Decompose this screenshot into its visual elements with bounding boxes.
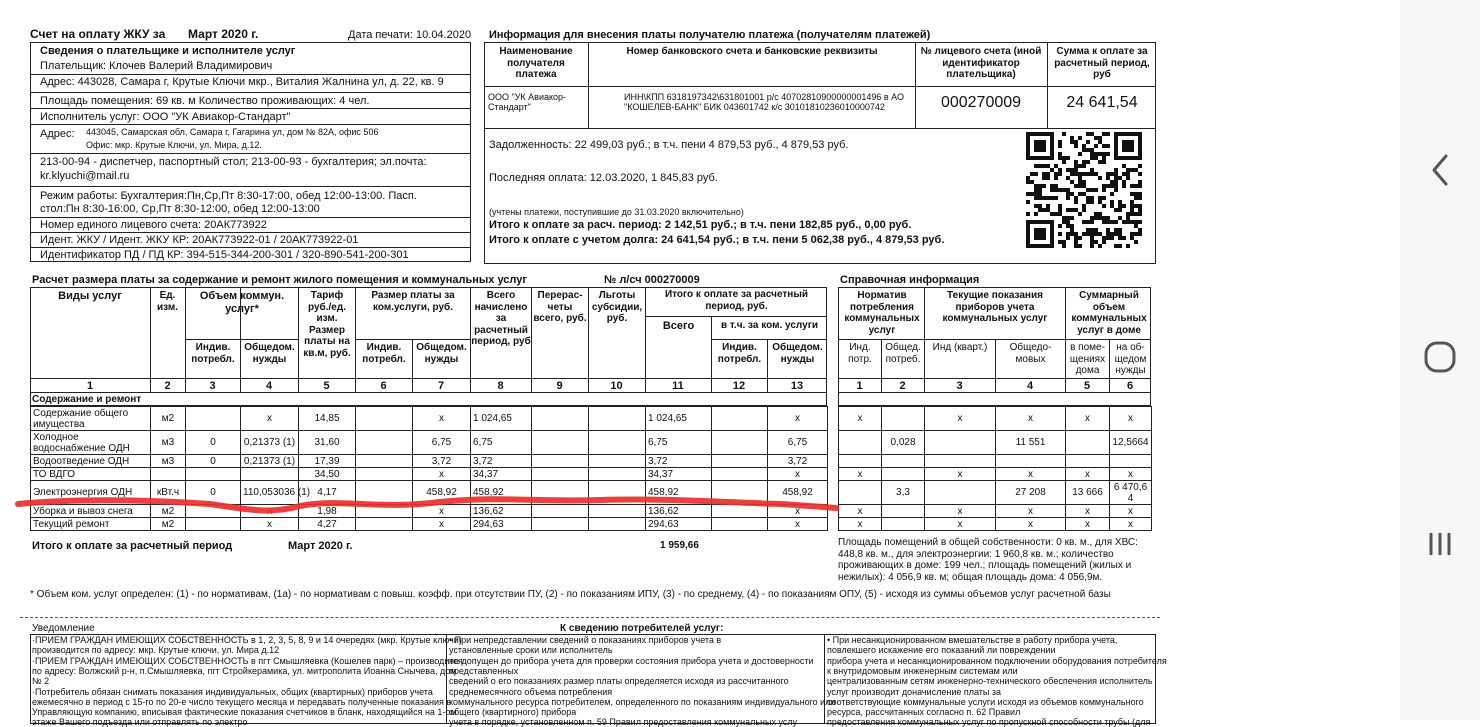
- table-cell: [1110, 455, 1152, 468]
- notice-left-9: этаже Вашего подъезда или отправлять по электро: [32, 717, 248, 727]
- notice-left-4: по адресу: Волжский р-н, п.Смышляевка, пгт Стройкерамика, ул. митрополита Иоанна Снычева, дом: [32, 666, 457, 676]
- notice-mid-7: коммунального ресурса потребителем, определенного по показаниям индивидуального или: [449, 697, 836, 707]
- table-cell: 31,60: [299, 431, 356, 455]
- table-cell: [839, 431, 882, 455]
- table-cell: [712, 407, 768, 431]
- payer-name: Плательщик: Клочев Валерий Владимирович: [40, 60, 273, 72]
- h-tariff: Тариф руб./ед. изм. Размер платы на кв.м, руб.: [303, 290, 351, 359]
- executor-address-1: 443045, Самарская обл, Самара г, Гагарина ул, дом № 82А, офис 506: [86, 127, 379, 137]
- table-cell: 6,75: [646, 431, 712, 455]
- table-cell: 17,39: [299, 455, 356, 468]
- recipient-sum: 24 641,54: [1066, 94, 1138, 111]
- executor-name: Исполнитель услуг: ООО "УК Авиакор-Стандарт": [40, 111, 291, 123]
- h-unit: Ед. изм.: [156, 290, 179, 313]
- calc-col-num-4: 4: [265, 380, 273, 392]
- single-account-number: Номер единого лицевого счета: 20АК773922: [40, 219, 267, 231]
- table-cell: Уборка и вывоз снега: [31, 505, 151, 518]
- table-cell: x: [839, 468, 882, 481]
- table-cell: 0,028: [882, 431, 925, 455]
- h-total: Всего: [662, 320, 695, 332]
- notice-center-title: К сведению потребителей услуг:: [560, 623, 724, 634]
- table-cell: 6,75: [413, 431, 471, 455]
- table-cell: 13 666: [1066, 481, 1110, 505]
- ref-col-num-2: 2: [899, 380, 906, 392]
- recipient-bank: ИНН\КПП 6318197342\631801001 р/с 40702810900000001496 в АО "КОШЕЛЕВ-БАНК" БИК 043601742 к/с 30101810236010000742: [624, 92, 904, 113]
- table-cell: [241, 468, 299, 481]
- red-underline-annotation: [0, 480, 850, 520]
- calc-section-title: Расчет размера платы за содержание и ремонт жилого помещения и коммунальных услуг: [32, 274, 527, 286]
- table-cell: [996, 455, 1066, 468]
- table-cell: x: [996, 468, 1066, 481]
- ref-h-common-house: Общедо- мовых: [1009, 342, 1052, 365]
- table-cell: 6 470,6 4: [1110, 481, 1152, 505]
- back-button[interactable]: [1418, 148, 1462, 192]
- table-cell: м2: [151, 505, 186, 518]
- notice-left-7: ежемесячно в период с 15-го по 20-е число текущего месяца и передавать полученные показания в: [32, 697, 452, 707]
- table-cell: x: [1066, 518, 1110, 531]
- h-volume-indiv: Индив. потребл.: [191, 342, 235, 365]
- table-cell: [882, 455, 925, 468]
- payer-section-title: Сведения о плательщике и исполнителе услуг: [40, 45, 296, 57]
- calc-col-num-2: 2: [164, 380, 171, 392]
- table-cell: [151, 468, 186, 481]
- table-cell: [1066, 455, 1110, 468]
- table-cell: ТО ВДГО: [31, 468, 151, 481]
- calc-col-num-5: 5: [323, 380, 330, 392]
- table-cell: 3,72: [768, 455, 828, 468]
- h-total-pay: Итого к оплате за расчетный период, руб.: [664, 289, 809, 312]
- h-recalc: Перерас- четы всего, руб.: [533, 290, 587, 324]
- table-row: [839, 468, 1152, 481]
- table-cell: [532, 407, 589, 431]
- notice-right-8: ресурса, рассчитанных согласно п. 62 Правил: [827, 707, 1021, 717]
- calc-col-num-8: 8: [497, 380, 504, 392]
- table-cell: 136,62: [471, 505, 532, 518]
- payer-address: Адрес: 443028, Самара г, Крутые Ключи мкр., Виталия Жалнина ул, д. 22, кв. 9: [40, 76, 444, 88]
- group-row: [30, 392, 827, 406]
- reference-section-title: Справочная информация: [840, 274, 980, 286]
- table-cell: x: [413, 468, 471, 481]
- table-cell: 458,92: [768, 481, 828, 505]
- table-cell: [589, 455, 646, 468]
- table-cell: [589, 431, 646, 455]
- recipient-section-title: Информация для внесения платы получателю платежа (получателям платежей): [489, 29, 931, 41]
- table-cell: [532, 431, 589, 455]
- table-cell: м3: [151, 431, 186, 455]
- table-row: [839, 481, 1152, 505]
- table-cell: x: [996, 505, 1066, 518]
- table-cell: x: [768, 468, 828, 481]
- table-cell: [839, 455, 882, 468]
- table-cell: Текущий ремонт: [31, 518, 151, 531]
- table-cell: [532, 455, 589, 468]
- ref-col-num-3: 3: [956, 380, 963, 392]
- h-pay-indiv: Индив. потребл.: [717, 342, 762, 365]
- table-cell: 0,21373 (1): [241, 455, 299, 468]
- table-cell: [882, 468, 925, 481]
- h-volume-common: Общедом. нужды: [244, 342, 295, 365]
- table-row: [839, 407, 1152, 431]
- ref-col-num-6: 6: [1126, 380, 1134, 392]
- table-cell: x: [839, 518, 882, 531]
- h-size-indiv: Индив. потребл.: [362, 342, 406, 365]
- bill-period: Март 2020 г.: [188, 27, 259, 41]
- table-cell: [925, 481, 996, 505]
- notice-right-9: предоставления коммунальных услуг по пропускной способности трубы (для: [827, 717, 1151, 727]
- ref-h-in-common: на об- щедом нужды: [1114, 342, 1147, 376]
- ref-h-ind-apt: Инд (кварт.): [932, 342, 988, 353]
- ref-col-num-4: 4: [1026, 380, 1034, 392]
- ref-h-ind: Инд. потр.: [848, 342, 872, 365]
- qr-code-icon: [1026, 132, 1142, 248]
- table-cell: м2: [151, 518, 186, 531]
- table-cell: [925, 455, 996, 468]
- notice-right-3: прибора учета и несанкционированном подключении оборудования потребителя: [827, 656, 1167, 666]
- table-cell: x: [241, 407, 299, 431]
- calc-col-num-10: 10: [610, 380, 623, 392]
- table-cell: 294,63: [646, 518, 712, 531]
- h-total-charged: Всего начислено за расчетный период, руб: [471, 290, 531, 347]
- calc-account: № л/сч 000270009: [604, 274, 700, 286]
- notice-mid-5: сведений о его показаниях размер платы определяется исходя из рассчитанного: [449, 676, 789, 686]
- table-cell: 3,72: [413, 455, 471, 468]
- table-cell: x: [1110, 468, 1152, 481]
- notice-mid-3: не допущен до прибора учета для проверки состояния прибора учета и достоверности: [449, 656, 814, 666]
- table-cell: x: [925, 505, 996, 518]
- table-cell: x: [413, 518, 471, 531]
- chevron-left-icon: [1429, 153, 1451, 187]
- table-cell: 0: [186, 455, 241, 468]
- table-cell: x: [413, 407, 471, 431]
- table-cell: [589, 407, 646, 431]
- table-cell: 34,50: [299, 468, 356, 481]
- calc-total-period: Март 2020 г.: [288, 540, 353, 552]
- table-cell: [532, 468, 589, 481]
- col-recipient-name: Наименование получателя платежа: [499, 46, 573, 80]
- notice-left-title: Уведомление: [32, 623, 95, 634]
- table-cell: x: [996, 407, 1066, 431]
- table-cell: м3: [151, 455, 186, 468]
- executor-address-2: Офис: мкр. Крутые Ключи, ул. Мира, д.12.: [86, 140, 262, 150]
- notice-mid-9: учета в порядке, установленном п. 59 Правил предоставления коммунальных услу: [449, 717, 798, 727]
- ref-col-num-1: 1: [856, 380, 863, 392]
- table-cell: [925, 431, 996, 455]
- table-cell: Электроэнергия ОДН: [31, 481, 151, 505]
- table-cell: 11 551: [996, 431, 1066, 455]
- table-cell: 14,85: [299, 407, 356, 431]
- table-row: [839, 455, 1152, 468]
- table-cell: [356, 455, 413, 468]
- notice-left-8: Управляющую компанию, вписывая фактические показания счетчиков в бланк, находящийся на 1-ом: [32, 707, 457, 717]
- notice-mid-2: установленные сроки или исполнитель: [449, 645, 613, 655]
- table-cell: x: [1110, 505, 1152, 518]
- h-service-type: Виды услуг: [58, 290, 122, 302]
- ref-group-row: [838, 392, 1151, 406]
- reference-table-body: [838, 406, 1152, 531]
- table-cell: [882, 407, 925, 431]
- payments-note: (учтены платежи, поступившие до 31.03.2020 включительно): [489, 207, 744, 217]
- work-schedule-1: Режим работы: Бухгалтерия:Пн,Ср,Пт 8:30-17:00, обед 12:00-13:00. Пасп.: [40, 190, 417, 202]
- col-sum-to-pay: Сумма к оплате за расчетный период, руб: [1054, 46, 1150, 80]
- calc-col-num-7: 7: [437, 380, 445, 392]
- executor-address-label: Адрес:: [40, 128, 75, 140]
- notice-right-5: централизованным сетям инженерно-технического обеспечения исполнитель: [827, 676, 1153, 686]
- table-cell: 3,72: [471, 455, 532, 468]
- ref-h-norm: Норматив потребления коммунальных услуг: [844, 290, 920, 336]
- table-cell: x: [1110, 518, 1152, 531]
- table-cell: [1066, 431, 1110, 455]
- col-bank-details: Номер банковского счета и банковские реквизиты: [626, 46, 878, 57]
- notice-mid-1: • При непредставлении сведений о показаниях приборов учета в: [449, 635, 722, 645]
- h-benefits: Льготы субсидии, руб.: [591, 290, 643, 324]
- table-cell: x: [1066, 407, 1110, 431]
- table-cell: [186, 468, 241, 481]
- table-cell: Холодное водоснабжение ОДН: [31, 431, 151, 455]
- h-pay-common: Общедом. нужды: [772, 342, 823, 365]
- notice-left-1: ·ПРИЕМ ГРАЖДАН ИМЕЮЩИХ СОБСТВЕННОСТЬ в 1, 2, 3, 5, 8, 9 и 14 очередях (мкр. Крутые ключи): [32, 635, 462, 645]
- table-cell: 1 024,65: [646, 407, 712, 431]
- table-cell: 458,92: [646, 481, 712, 505]
- recipient-name: ООО "УК Авиакор-Стандарт": [488, 92, 567, 113]
- recents-button[interactable]: [1418, 522, 1462, 566]
- table-cell: 458,92: [471, 481, 532, 505]
- table-cell: x: [413, 505, 471, 518]
- home-circle-icon: [1422, 339, 1458, 375]
- table-cell: [712, 431, 768, 455]
- table-cell: x: [1066, 468, 1110, 481]
- table-cell: 136,62: [646, 505, 712, 518]
- table-cell: 34,37: [646, 468, 712, 481]
- calc-total-value: 1 959,66: [660, 540, 699, 551]
- table-cell: x: [1110, 407, 1152, 431]
- home-button[interactable]: [1418, 335, 1462, 379]
- hcs-identifier: Идент. ЖКУ / Идент. ЖКУ КР: 20АК773922-01 / 20АК773922-01: [40, 234, 359, 246]
- table-cell: 458,92: [413, 481, 471, 505]
- total-with-debt: Итого к оплате с учетом долга: 24 641,54 руб.; в т.ч. пени 5 062,38 руб., 4 879,53 руб.: [489, 234, 945, 246]
- table-cell: x: [241, 505, 299, 518]
- table-cell: x: [1066, 505, 1110, 518]
- table-cell: x: [925, 518, 996, 531]
- calc-col-num-6: 6: [380, 380, 387, 392]
- table-row: [31, 407, 828, 431]
- table-cell: 4,17: [299, 481, 356, 505]
- table-cell: кВт.ч: [151, 481, 186, 505]
- table-cell: 0: [186, 431, 241, 455]
- notice-mid-6: среднемесячного объема потребления: [449, 687, 613, 697]
- ref-h-current: Текущие показания приборов учета коммунальных услуг: [942, 290, 1048, 324]
- table-cell: [882, 505, 925, 518]
- table-row: [839, 431, 1152, 455]
- group-maintenance: Содержание и ремонт: [32, 394, 142, 405]
- work-schedule-2: стол:Пн 8:30-16:00, Ср,Пт 8:30-12:00, обед 12:00-13:00: [40, 203, 320, 215]
- table-cell: м2: [151, 407, 186, 431]
- notice-right-2: повлекшего искажение его показаний ли повреждении: [827, 645, 1056, 655]
- table-row: [31, 468, 828, 481]
- table-cell: [356, 468, 413, 481]
- print-date: Дата печати: 10.04.2020: [348, 29, 472, 41]
- h-volume: Объем коммун. услуг*: [199, 290, 285, 315]
- executor-email[interactable]: kr.klyuchi@mail.ru: [40, 170, 130, 182]
- ref-h-common: Общед. потреб.: [885, 342, 921, 365]
- table-cell: 34,37: [471, 468, 532, 481]
- table-row: [839, 518, 1152, 531]
- table-cell: x: [768, 407, 828, 431]
- notice-right-7: соответствующие коммунальные услуги исходя из объемов коммунального: [827, 697, 1144, 707]
- table-cell: 1,98: [299, 505, 356, 518]
- pd-identifier: Идентификатор ПД / ПД КР: 394-515-344-200-301 / 320-890-541-200-301: [40, 249, 409, 261]
- recents-bars-icon: [1425, 529, 1455, 559]
- table-cell: 294,63: [471, 518, 532, 531]
- executor-phones: 213-00-94 - диспетчер, паспортный стол; 213-00-93 - бухгалтерия; эл.почта:: [40, 156, 427, 168]
- calc-col-num-3: 3: [209, 380, 216, 392]
- table-cell: 0: [186, 481, 241, 505]
- calc-col-num-9: 9: [556, 380, 563, 392]
- table-row: [31, 431, 828, 455]
- ref-h-in-rooms: в поме- щениях дома: [1069, 342, 1106, 376]
- h-size: Размер платы за ком.услуги, руб.: [371, 290, 455, 313]
- table-cell: x: [839, 505, 882, 518]
- premises-area: Площадь помещения: 69 кв. м Количество проживающих: 4 чел.: [40, 95, 370, 107]
- table-cell: [356, 407, 413, 431]
- table-cell: 12,5664: [1110, 431, 1152, 455]
- table-cell: 27 208: [996, 481, 1066, 505]
- notice-right-1: • При несанкционированном вмешательстве в работу прибора учета,: [827, 635, 1118, 645]
- table-cell: [589, 468, 646, 481]
- table-cell: x: [241, 518, 299, 531]
- debt-info: Задолженность: 22 499,03 руб.; в т.ч. пени 4 879,53 руб., 4 879,53 руб.: [489, 139, 849, 151]
- calc-col-num-13: 13: [790, 380, 804, 392]
- table-cell: 4,27: [299, 518, 356, 531]
- table-cell: 1 024,65: [471, 407, 532, 431]
- table-cell: [882, 518, 925, 531]
- table-cell: 6,75: [768, 431, 828, 455]
- last-payment: Последняя оплата: 12.03.2020, 1 845,83 руб.: [489, 172, 718, 184]
- h-size-common: Общедом. нужды: [416, 342, 467, 365]
- table-cell: x: [996, 518, 1066, 531]
- table-cell: [356, 431, 413, 455]
- table-cell: 6,75: [471, 431, 532, 455]
- notice-left-2: производится по адресу: мкр. Крутые ключи, ул. Мира д.12: [32, 645, 280, 655]
- system-nav-bar: [1400, 0, 1480, 720]
- table-row: [31, 455, 828, 468]
- table-cell: Содержание общего имущества: [31, 407, 151, 431]
- total-for-period: Итого к оплате за расч. период: 2 142,51 руб.; в т.ч. пени 182,85 руб., 0,00 руб.: [489, 219, 912, 231]
- table-cell: Водоотведение ОДН: [31, 455, 151, 468]
- notice-left-5: № 2: [32, 676, 50, 686]
- notice-left-6: ·Потребитель обязан снимать показания индивидуальных, общих (квартирных) приборов учета: [32, 687, 433, 697]
- table-cell: 3,3: [882, 481, 925, 505]
- calc-col-num-12: 12: [732, 380, 746, 392]
- table-cell: x: [839, 407, 882, 431]
- calc-col-num-1: 1: [86, 380, 94, 392]
- table-cell: x: [768, 505, 828, 518]
- cut-line: [20, 617, 1160, 618]
- col-account-number: № лицевого счета (иной идентификатор плательщика): [920, 46, 1042, 80]
- table-cell: 0,21373 (1): [241, 431, 299, 455]
- h-including-utilities: в т.ч. за ком. услуги: [720, 320, 819, 331]
- notice-right-6: услуг производит доначисление платы за: [827, 687, 1002, 697]
- area-note: Площадь помещений в общей собственности: 0 кв. м., для ХВС: 448,8 кв. м., для электроэнергии: 1 960,8 кв. м.; количество проживающих в доме: 199 чел.; площадь помещений (жилых и нежилых): 4 056,9 кв. м; общая площадь дома: 4 056,9м.: [838, 537, 1138, 583]
- table-cell: x: [925, 407, 996, 431]
- table-cell: [186, 407, 241, 431]
- table-cell: 3,72: [646, 455, 712, 468]
- table-cell: 110,053036 (1): [241, 481, 299, 505]
- notice-left-3: ·ПРИЕМ ГРАЖДАН ИМЕЮЩИХ СОБСТВЕННОСТЬ в пгт Смышляевка (Кошелев парк) – производится: [32, 656, 463, 666]
- ref-col-num-5: 5: [1083, 380, 1091, 392]
- calc-total-label: Итого к оплате за расчетный период: [32, 540, 233, 552]
- notice-mid-4: представленных: [449, 666, 519, 676]
- calc-col-num-11: 11: [672, 380, 684, 392]
- table-cell: x: [768, 518, 828, 531]
- bill-title: Счет на оплату ЖКУ за: [30, 27, 166, 41]
- notice-right-4: к внутридомовым инженерным системам или: [827, 666, 1018, 676]
- notice-mid-8: общего (квартирного) прибора: [449, 707, 577, 717]
- volume-footnote: * Объем ком. услуг определен: (1) - по нормативам, (1а) - по нормативам с повыш. коэфф. при отсутствии ПУ, (2) - по показаниям ИПУ, (3) - по среднему, (4) - по показаниям ОПУ, (5) - исходя из суммы объемов услуг расчетной базы: [30, 589, 1111, 600]
- table-cell: [712, 468, 768, 481]
- table-cell: x: [925, 468, 996, 481]
- recipient-account: 000270009: [940, 94, 1022, 111]
- table-cell: [712, 455, 768, 468]
- table-row: [839, 505, 1152, 518]
- ref-h-total: Суммарный объем коммунальных услуг в доме: [1071, 290, 1147, 336]
